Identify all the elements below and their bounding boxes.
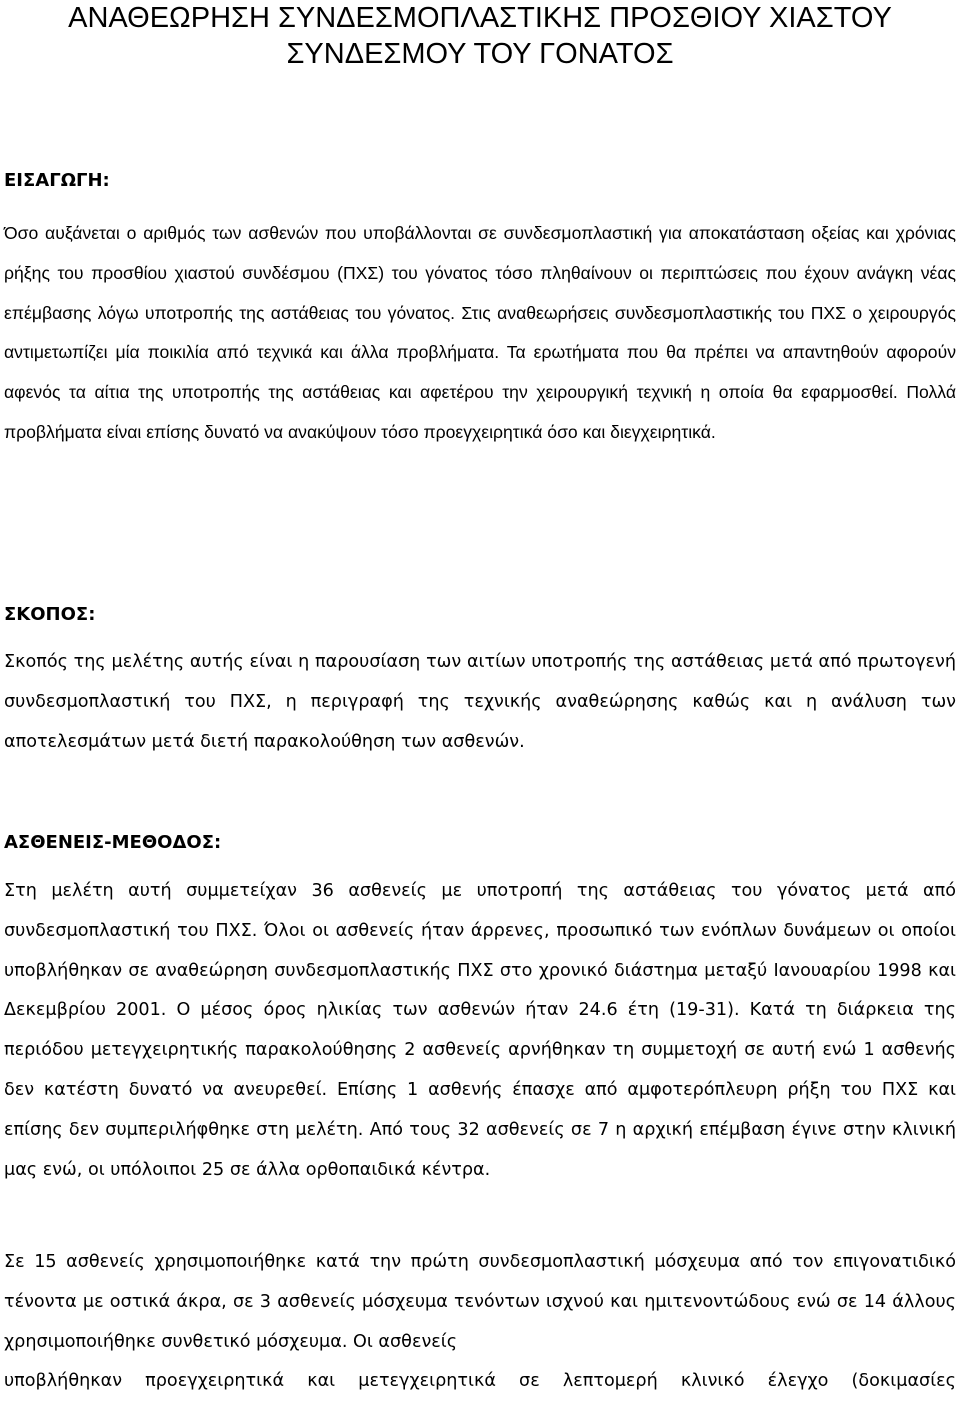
methods-paragraph-2 — [4, 1243, 956, 1402]
document-title — [4, 0, 956, 72]
methods-paragraph-2-body: Σε 15 ασθενείς χρησιμοποιήθηκε κατά την πρώτη συνδεσμοπλαστική μόσχευμα από τον επιγονατιδικό τένοντα με οστικά άκρα, σε 3 ασθενείς μόσχευμα τενόντων ισχνού και ημιτενοντώδους ενώ σε 14 άλλους χρησιμοποιήθηκε συνθετικό μόσχευμα. Οι ασθενείς — [4, 1252, 956, 1352]
intro-paragraph: Όσο αυξάνεται ο αριθμός των ασθενών που υποβάλλονται σε συνδεσμοπλαστική για αποκατάσταση οξείας και χρόνιας ρήξης του προσθίου χιαστού συνδέσμου (ΠΧΣ) του γόνατος τόσο πληθαίνουν οι περιπτώσεις που έχουν ανάγκη νέας επέμβασης λόγω υποτροπής της αστάθειας του γόνατος. Στις αναθεωρήσεις συνδεσμοπλαστικής του ΠΧΣ ο χειρουργός αντιμετωπίζει μία ποικιλία από τεχνικά και άλλα προβλήματα. Τα ερωτήματα που θα πρέπει να απαντηθούν αφορούν αφενός τα αίτια της υποτροπής της αστάθειας και αφετέρου την χειρουργική τεχνική η οποία θα εφαρμοσθεί. Πολλά προβλήματα είναι επίσης δυνατό να ανακύψουν τόσο προεγχειρητικά όσο και διεγχειρητικά. — [4, 223, 956, 442]
aim-heading: ΣΚΟΠΟΣ: — [4, 604, 96, 625]
methods-paragraph-1: Στη μελέτη αυτή συμμετείχαν 36 ασθενείς με υποτροπή της αστάθειας του γόνατος μετά από συνδεσμοπλαστική του ΠΧΣ. Όλοι οι ασθενείς ήταν άρρενες, προσωπικό των ενόπλων δυνάμεων οι οποίοι υποβλήθηκαν σε αναθεώρηση συνδεσμοπλαστικής ΠΧΣ στο χρονικό διάστημα μεταξύ Ιανουαρίου 1998 και Δεκεμβρίου 2001. Ο μέσος όρος ηλικίας των ασθενών ήταν 24.6 έτη (19-31). Κατά τη διάρκεια της περιόδου μετεγχειρητικής παρακολούθησης 2 ασθενείς αρνήθηκαν τη συμμετοχή σε αυτή ενώ 1 ασθενής δεν κατέστη δυνατό να ανευρεθεί. Επίσης 1 ασθενής έπασχε από αμφοτερόπλευρη ρήξη του ΠΧΣ και επίσης δεν συμπεριλήφθηκε στη μελέτη. Από τους 32 ασθενείς σε 7 η αρχική επέμβαση έγινε στην κλινική μας ενώ, οι υπόλοιποι 25 σε άλλα ορθοπαιδικά κέντρα. — [4, 881, 956, 1180]
title-line-2: ΣΥΝΔΕΣΜΟΥ ΤΟΥ ΓΟΝΑΤΟΣ — [286, 38, 674, 70]
methods-paragraph-2-last-line: υποβλήθηκαν προεγχειρητικά και μετεγχειρητικά σε λεπτομερή κλινικό έλεγχο (δοκιμασίες — [4, 1371, 956, 1392]
methods-heading: ΑΣΘΕΝΕΙΣ-ΜΕΘΟΔΟΣ: — [4, 832, 222, 853]
title-line-1: ΑΝΑΘΕΩΡΗΣΗ ΣΥΝΔΕΣΜΟΠΛΑΣΤΙΚΗΣ ΠΡΟΣΘΙΟΥ ΧΙΑΣΤΟΥ — [68, 2, 892, 34]
document-page — [4, 0, 956, 1392]
aim-paragraph: Σκοπός της μελέτης αυτής είναι η παρουσίαση των αιτίων υποτροπής της αστάθειας μετά από πρωτογενή συνδεσμοπλαστική του ΠΧΣ, η περιγραφή της τεχνικής αναθεώρησης καθώς και η ανάλυση των αποτελεσμάτων μετά διετή παρακολούθηση των ασθενών. — [4, 652, 956, 752]
intro-heading: ΕΙΣΑΓΩΓΗ: — [4, 170, 110, 191]
